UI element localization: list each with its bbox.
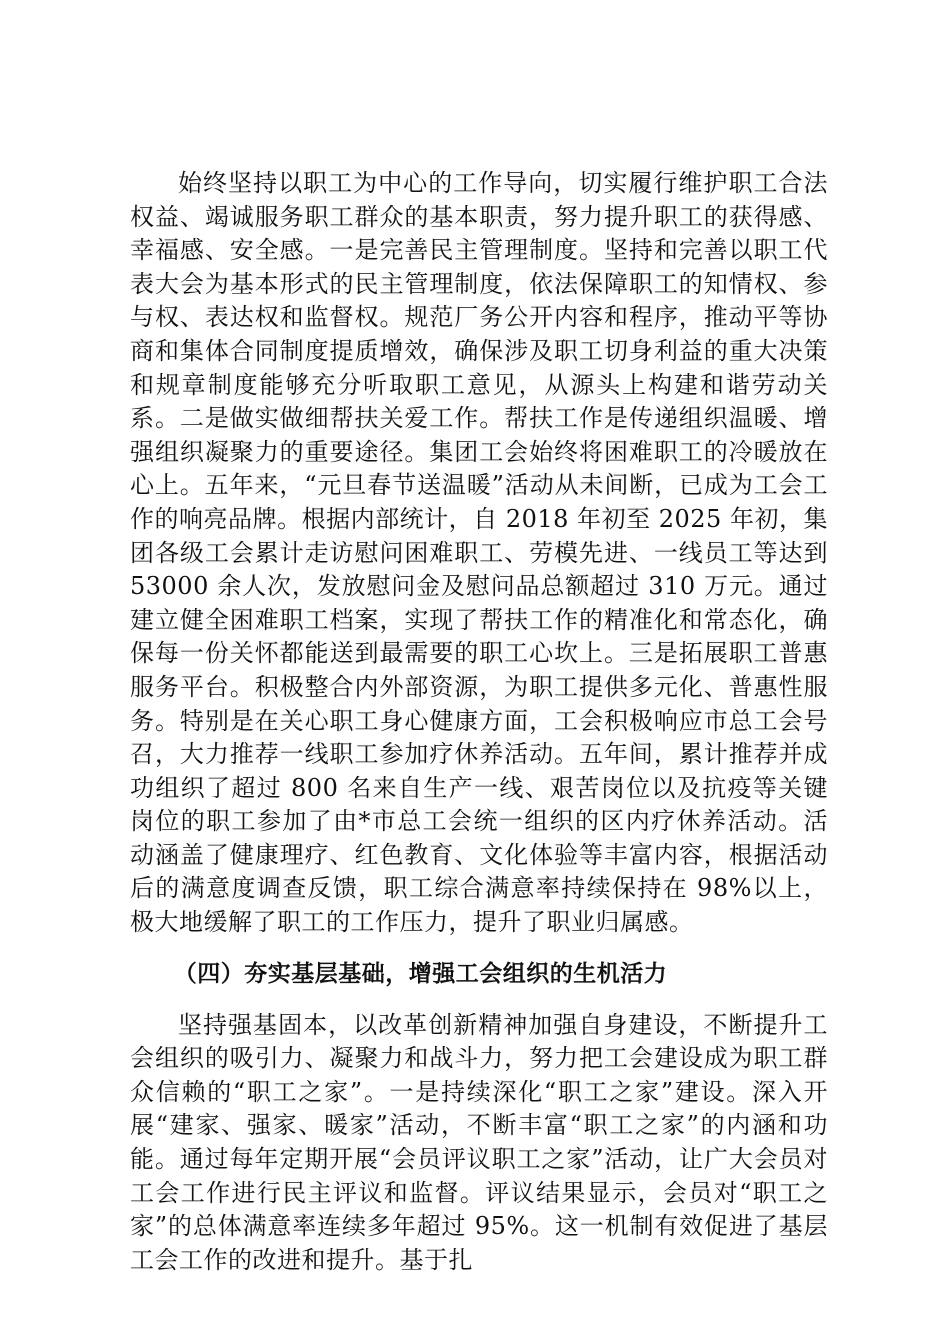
document-page xyxy=(130,167,828,1277)
body-paragraph-1: 始终坚持以职工为中心的工作导向，切实履行维护职工合法权益、竭诚服务职工群众的基本职责，努力提升职工的获得感、幸福感、安全感。一是完善民主管理制度。坚持和完善以职工代表大会为基本形式的民主管理制度，依法保障职工的知情权、参与权、表达权和监督权。规范厂务公开内容和程序，推动平等协商和集体合同制度提质增效，确保涉及职工切身利益的重大决策和规章制度能够充分听取职工意见，从源头上构建和谐劳动关系。二是做实做细帮扶关爱工作。帮扶工作是传递组织温暖、增强组织凝聚力的重要途径。集团工会始终将困难职工的冷暖放在心上。五年来，“元旦春节送温暖”活动从未间断，已成为工会工作的响亮品牌。根据内部统计，自 2018 年初至 2025 年初，集团各级工会累计走访慰问困难职工、劳模先进、一线员工等达到 53000 余人次，发放慰问金及慰问品总额超过 310 万元。通过建立健全困难职工档案，实现了帮扶工作的精准化和常态化，确保每一份关怀都能送到最需要的职工心坎上。三是拓展职工普惠服务平台。积极整合内外部资源，为职工提供多元化、普惠性服务。特别是在关心职工身心健康方面，工会积极响应市总工会号召，大力推荐一线职工参加疗休养活动。五年间，累计推荐并成功组织了超过 800 名来自生产一线、艰苦岗位以及抗疫等关键岗位的职工参加了由*市总工会统一组织的区内疗休养活动。活动涵盖了健康理疗、红色教育、文化体验等丰富内容，根据活动后的满意度调查反馈，职工综合满意率持续保持在 98%以上，极大地缓解了职工的工作压力，提升了职业归属感。 xyxy=(130,169,828,937)
section-heading: （四）夯实基层基础，增强工会组织的生机活力 xyxy=(173,960,668,987)
body-paragraph-2: 坚持强基固本，以改革创新精神加强自身建设，不断提升工会组织的吸引力、凝聚力和战斗力，努力把工会建设成为职工群众信赖的“职工之家”。一是持续深化“职工之家”建设。深入开展“建家、强家、暖家”活动，不断丰富“职工之家”的内涵和功能。通过每年定期开展“会员评议职工之家”活动，让广大会员对工会工作进行民主评议和监督。评议结果显示，会员对“职工之家”的总体满意率连续多年超过 95%。这一机制有效促进了基层工会工作的改进和提升。基于扎 xyxy=(130,1010,828,1274)
